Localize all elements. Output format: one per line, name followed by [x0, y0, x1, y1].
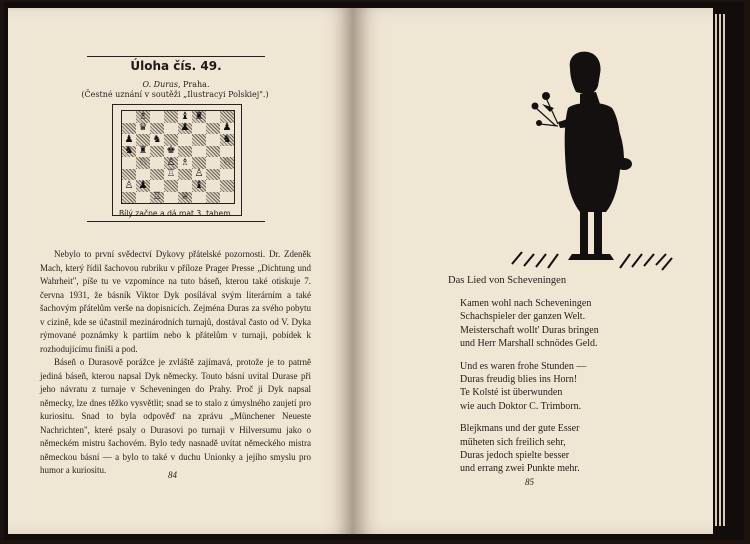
chess-piece: ♛: [138, 122, 148, 134]
paragraph: Nebylo to první svědectví Dykovy přátelské pozornosti. Dr. Zdeněk Mach, který řídil šachovou rubriku v příloze Prager Presse „Dichtung und Wahrheit", píše tu ve vzpomínce na tuto báseň, kterou také otiskuje 7. června 1931, že básník Viktor Dyk posílával svým literárním a také šachovým přátelům verše na dopisnicích. Zejména Duras za svého pobytu v cizině, kde se účastnil mezinárodních turnajů, dostával často od V. Dyka rýmované poznámky k partiím nebo k přátelům v turnaji, pobídek k rozhodujícímu finiši a pod.: [40, 249, 311, 354]
chess-piece: ♕: [180, 191, 190, 203]
board-square: [164, 111, 178, 123]
board-square: [136, 180, 150, 192]
chess-piece: ♗: [180, 156, 190, 168]
chess-piece: ♟: [124, 133, 134, 145]
board-square: [178, 192, 192, 204]
board-square: [122, 192, 136, 204]
board-square: [122, 123, 136, 135]
board-square: [192, 134, 206, 146]
poem-line: Kamen wohl nach Scheveningen: [460, 298, 592, 309]
board-square: [192, 123, 206, 135]
board-square: [122, 134, 136, 146]
left-body-text: [40, 248, 311, 478]
board-square: [164, 146, 178, 158]
bottom-rule: [87, 221, 265, 222]
board-square: [220, 169, 234, 181]
page-number-left: 84: [168, 470, 177, 480]
board-square: [150, 180, 164, 192]
board-square: [206, 180, 220, 192]
board-square: [136, 169, 150, 181]
board-square: [136, 146, 150, 158]
composer-place: , Praha.: [177, 80, 210, 89]
board-square: [206, 134, 220, 146]
board-square: [150, 134, 164, 146]
board-square: [150, 146, 164, 158]
board-square: [220, 134, 234, 146]
chess-board: [121, 110, 235, 204]
board-square: [164, 169, 178, 181]
chess-piece: ♘: [222, 156, 232, 168]
board-square: [136, 157, 150, 169]
board-square: [192, 157, 206, 169]
board-square: [178, 123, 192, 135]
board-square: [150, 111, 164, 123]
board-square: [122, 180, 136, 192]
board-square: [192, 146, 206, 158]
board-square: [178, 134, 192, 146]
board-square: [164, 192, 178, 204]
problem-title: Úloha čís. 49.: [130, 59, 222, 73]
diagram-caption: Bílý začne a dá mat 3. tahem.: [118, 209, 234, 218]
chess-piece: ♚: [166, 145, 176, 157]
chess-piece: ♜: [138, 145, 148, 157]
composer-name: O. Duras: [142, 80, 178, 89]
poem-line: und Herr Marshall schnödes Geld.: [460, 338, 598, 350]
board-square: [206, 192, 220, 204]
board-square: [136, 134, 150, 146]
board-square: [206, 157, 220, 169]
paragraph: Báseň o Durasově porážce je zvláště zajímavá, protože je to patrně jediná báseň, kterou napsal Dyk německy. Touto básní uvítal Durase při jeho návratu z turnaje v Scheveningen do Prahy. Proč ji Dyk napsal německy, lze dnes těžko vysvětlit; snad se to stalo z úmyslného zaujetí pro kuriositu. Snad to byla odpověď na zprávu „Münchener Neueste Nachrichten", které psaly o Durasovi po turnaji v Hilversumu jako o německém mistru šachovém. Bylo tedy nasnadě uvítat německého mistra německou básní — a bylo to také v duchu Unionky a jejího smyslu pro humor a kuriositu.: [40, 357, 311, 475]
board-square: [206, 169, 220, 181]
board-square: [164, 134, 178, 146]
chess-piece: ♙: [194, 168, 204, 180]
board-square: [164, 123, 178, 135]
page-edge: [719, 14, 721, 526]
poem-line: Blejkmans und der gute Esser: [460, 423, 580, 435]
stanza: [460, 297, 640, 351]
board-square: [220, 192, 234, 204]
top-rule: [87, 56, 265, 57]
board-square: [206, 111, 220, 123]
board-square: [178, 157, 192, 169]
poem-line: wie auch Doktor C. Trimborn.: [460, 400, 582, 412]
poem-line: Duras jedoch spielte besser: [460, 450, 570, 462]
board-square: [136, 192, 150, 204]
page-edge: [723, 14, 725, 526]
poem-line: Und es waren frohe Stunden —: [460, 360, 587, 372]
board-square: [206, 123, 220, 135]
board-square: [164, 180, 178, 192]
board-square: [192, 111, 206, 123]
board-square: [220, 111, 234, 123]
honor-line: (Čestné uznání v soutěži „Ilustracyi Polskiej".): [81, 90, 269, 99]
board-square: [220, 146, 234, 158]
board-square: [220, 180, 234, 192]
page-edge: [715, 14, 717, 526]
board-square: [122, 157, 136, 169]
chess-piece: ♘: [138, 156, 148, 168]
board-square: [192, 169, 206, 181]
poem-line: Te Kolsté ist überwunden: [460, 387, 563, 399]
board-square: [178, 180, 192, 192]
chess-piece: ♙: [166, 156, 176, 168]
page-number-right: 85: [525, 477, 534, 487]
chess-piece: ♗: [138, 110, 148, 122]
board-square: [220, 123, 234, 135]
chess-piece: ♞: [222, 133, 232, 145]
board-square: [122, 146, 136, 158]
board-square: [178, 146, 192, 158]
stanza: [460, 422, 640, 476]
board-square: [164, 157, 178, 169]
stanza: [460, 360, 640, 414]
board-square: [150, 169, 164, 181]
chess-piece: ♜: [194, 110, 204, 122]
poem-line: müheten sich freilich sehr,: [460, 436, 566, 448]
chess-piece: ♟: [138, 179, 148, 191]
chess-piece: ♟: [222, 122, 232, 134]
poem-line: Schachspieler der ganzen Welt.: [460, 311, 586, 323]
board-square: [206, 146, 220, 158]
board-square: [150, 123, 164, 135]
poem-line: Duras freudig blies ins Horn!: [460, 374, 578, 386]
chess-piece: ♝: [194, 179, 204, 191]
poem-line: und errang zwei Punkte mehr.: [460, 463, 580, 475]
chess-piece: ♖: [166, 168, 176, 180]
poem-line: Meisterschaft wollt' Duras bringen: [460, 324, 599, 336]
chess-piece: ♝: [180, 110, 190, 122]
composer-line: [87, 80, 265, 89]
board-square: [122, 169, 136, 181]
board-square: [150, 192, 164, 204]
chess-piece: ♟: [180, 122, 190, 134]
board-square: [122, 111, 136, 123]
board-square: [220, 157, 234, 169]
chess-piece: ♙: [124, 179, 134, 191]
chess-piece: ♞: [124, 145, 134, 157]
board-square: [178, 111, 192, 123]
silhouette-illustration: [510, 42, 675, 272]
chess-piece: ♞: [152, 133, 162, 145]
board-square: [136, 111, 150, 123]
board-square: [178, 169, 192, 181]
board-square: [136, 123, 150, 135]
poem: [460, 297, 640, 485]
chess-piece: ♖: [152, 191, 162, 203]
board-square: [192, 192, 206, 204]
board-square: [192, 180, 206, 192]
poem-title: Das Lied von Scheveningen: [448, 275, 567, 286]
board-square: [150, 157, 164, 169]
